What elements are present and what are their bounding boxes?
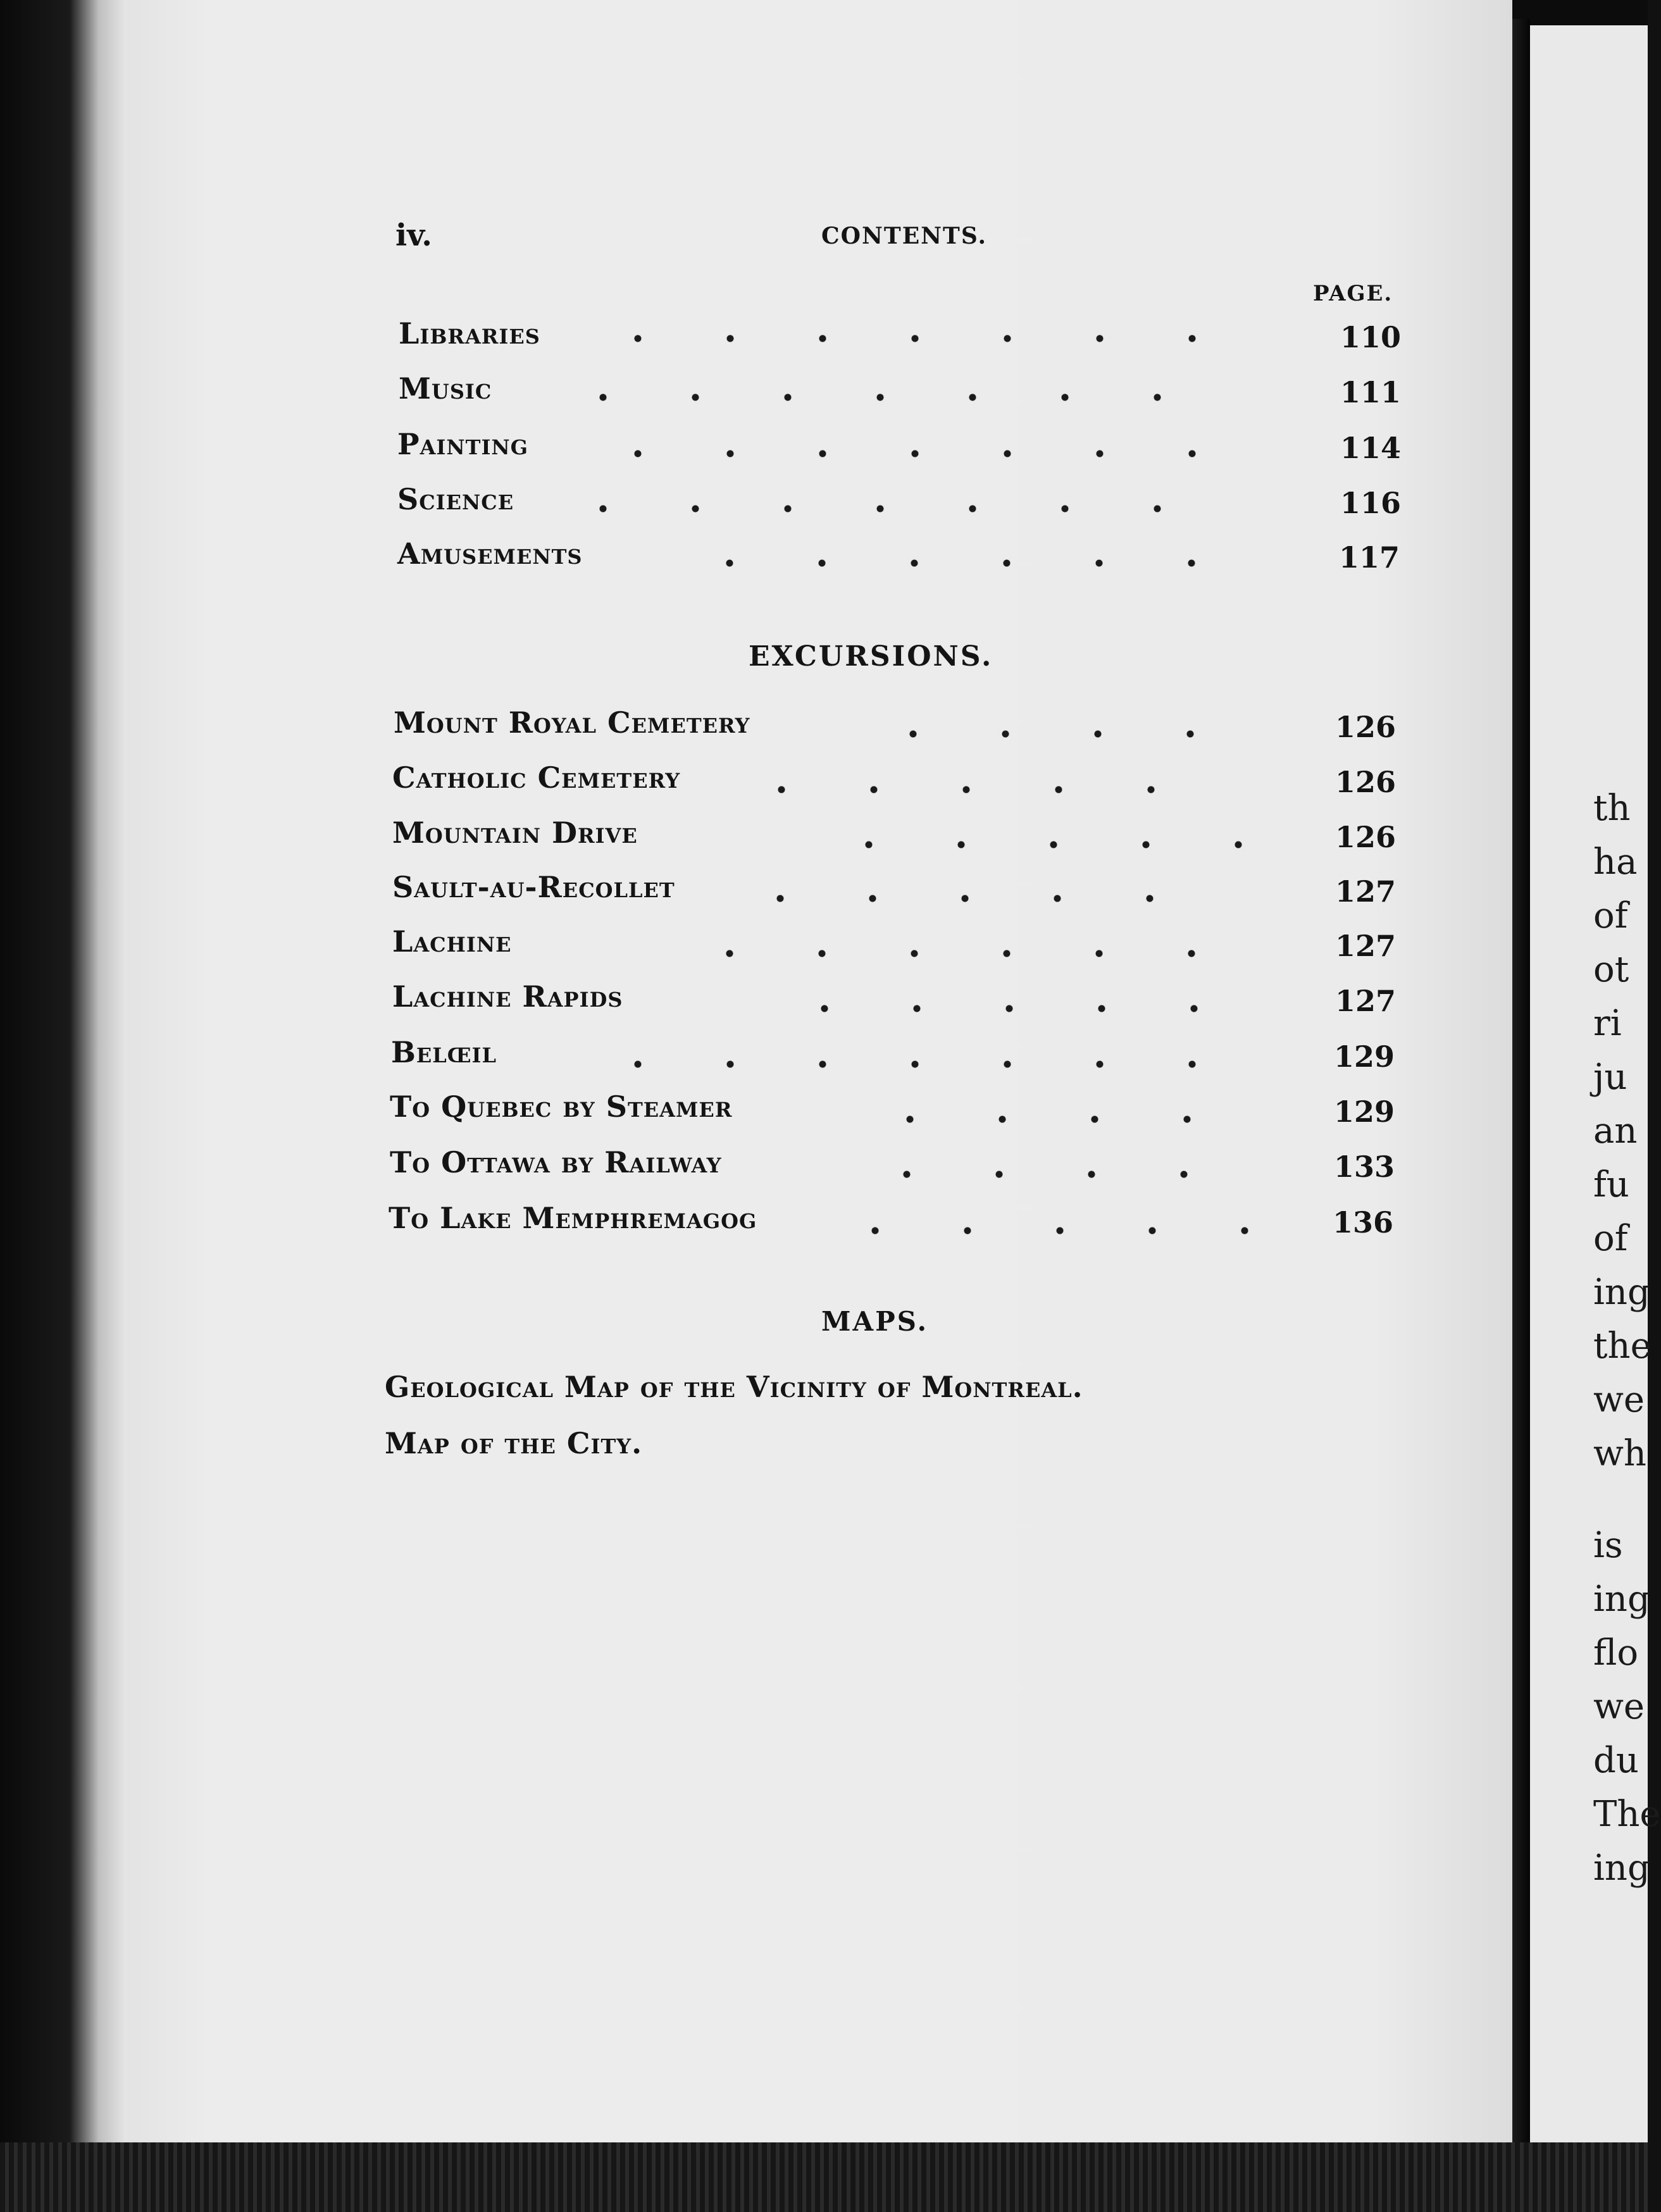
excursion-entry-title: Mountain Drive — [392, 816, 638, 850]
excursion-entry-page: 129 — [1334, 1040, 1395, 1074]
excursion-entry-page: 126 — [1335, 820, 1397, 854]
book-left-edge — [0, 0, 127, 2212]
excursion-entry-title: To Quebec by Steamer — [390, 1090, 733, 1124]
dot-leader — [592, 332, 1256, 345]
contents-entry-page: 110 — [1340, 320, 1402, 354]
facing-page-fragment: of — [1593, 1218, 1628, 1259]
dot-leader — [829, 1224, 1259, 1237]
excursion-entry-page: 127 — [1335, 929, 1397, 963]
facing-page-fragment: ing — [1593, 1579, 1650, 1620]
contents-entry-title: Amusements — [397, 537, 583, 571]
facing-page-fragment: th — [1593, 788, 1631, 829]
dot-leader — [823, 838, 1253, 851]
excursion-entry-page: 126 — [1335, 765, 1397, 799]
dot-leader — [735, 783, 1229, 796]
facing-page-fragment: ri — [1593, 1003, 1622, 1044]
map-entry: Map of the City. — [385, 1426, 643, 1460]
excursion-entry-page: 127 — [1335, 874, 1397, 909]
facing-page-fragment: an — [1593, 1110, 1638, 1152]
excursion-entry-page: 133 — [1334, 1150, 1395, 1184]
dot-leader — [861, 1168, 1253, 1181]
excursion-entry-title: Belœil — [391, 1035, 497, 1069]
excursion-entry-title: Sault-au-Recollet — [392, 870, 675, 904]
excursion-entry-page: 136 — [1333, 1205, 1394, 1240]
excursion-entry-title: Lachine — [392, 924, 512, 959]
contents-entry-title: Music — [399, 371, 492, 406]
excursion-entry-page: 129 — [1334, 1095, 1395, 1129]
facing-page-fragment: we — [1593, 1379, 1645, 1420]
excursion-entry-title: Catholic Cemetery — [392, 761, 681, 795]
facing-page-fragment: ju — [1593, 1057, 1627, 1098]
excursion-entry-page: 126 — [1335, 710, 1397, 744]
book-bottom-edge — [0, 2142, 1648, 2212]
excursion-entry-title: Lachine Rapids — [392, 979, 623, 1014]
excursion-entry-title: To Ottawa by Railway — [390, 1145, 722, 1179]
contents-entry-page: 111 — [1340, 375, 1402, 409]
contents-page — [127, 0, 1512, 2151]
contents-entry-page: 114 — [1340, 431, 1402, 465]
facing-page-fragment: du — [1593, 1740, 1639, 1781]
facing-page-fragment: The — [1593, 1794, 1661, 1835]
contents-entry-title: Painting — [397, 427, 528, 461]
facing-page-fragment: is — [1593, 1525, 1623, 1566]
dot-leader — [592, 1058, 1256, 1071]
maps-heading: MAPS. — [821, 1306, 929, 1337]
facing-page-fragment: ing — [1593, 1272, 1650, 1313]
dot-leader — [592, 447, 1256, 460]
dot-leader — [734, 892, 1228, 905]
contents-entry-title: Science — [397, 482, 514, 516]
dot-leader — [864, 1113, 1231, 1126]
facing-page-fragment: flo — [1593, 1632, 1639, 1674]
running-title: CONTENTS. — [821, 223, 988, 249]
dot-leader — [683, 947, 1253, 960]
facing-page-fragment: of — [1593, 895, 1628, 936]
excursion-entry-title: To Lake Memphremagog — [389, 1201, 757, 1235]
excursion-entry-title: Mount Royal Cemetery — [394, 705, 750, 740]
facing-page-fragment: the — [1593, 1326, 1652, 1367]
facing-page-fragment: we — [1593, 1686, 1645, 1727]
dot-leader — [778, 1002, 1228, 1015]
page-column-label: PAGE. — [1313, 281, 1393, 306]
contents-entry-page: 117 — [1339, 540, 1400, 575]
facing-page-fragment: ing — [1593, 1848, 1650, 1889]
contents-entry-title: Libraries — [399, 316, 540, 351]
dot-leader — [557, 391, 1234, 404]
facing-page-fragment: fu — [1593, 1164, 1629, 1205]
dot-leader — [557, 502, 1234, 515]
page-gutter — [1512, 19, 1530, 2158]
dot-leader — [683, 557, 1256, 569]
page-numeral: iv. — [395, 218, 433, 253]
map-entry: Geological Map of the Vicinity of Montreal. — [385, 1370, 1083, 1404]
excursion-entry-page: 127 — [1335, 984, 1397, 1018]
facing-page-edge — [1530, 25, 1661, 2158]
excursions-heading: EXCURSIONS. — [749, 640, 993, 673]
facing-page-fragment: wh — [1593, 1433, 1646, 1474]
facing-page-fragment: ha — [1593, 842, 1638, 883]
facing-page-fragment: ot — [1593, 949, 1629, 990]
dot-leader — [867, 728, 1253, 740]
contents-entry-page: 116 — [1340, 486, 1402, 520]
